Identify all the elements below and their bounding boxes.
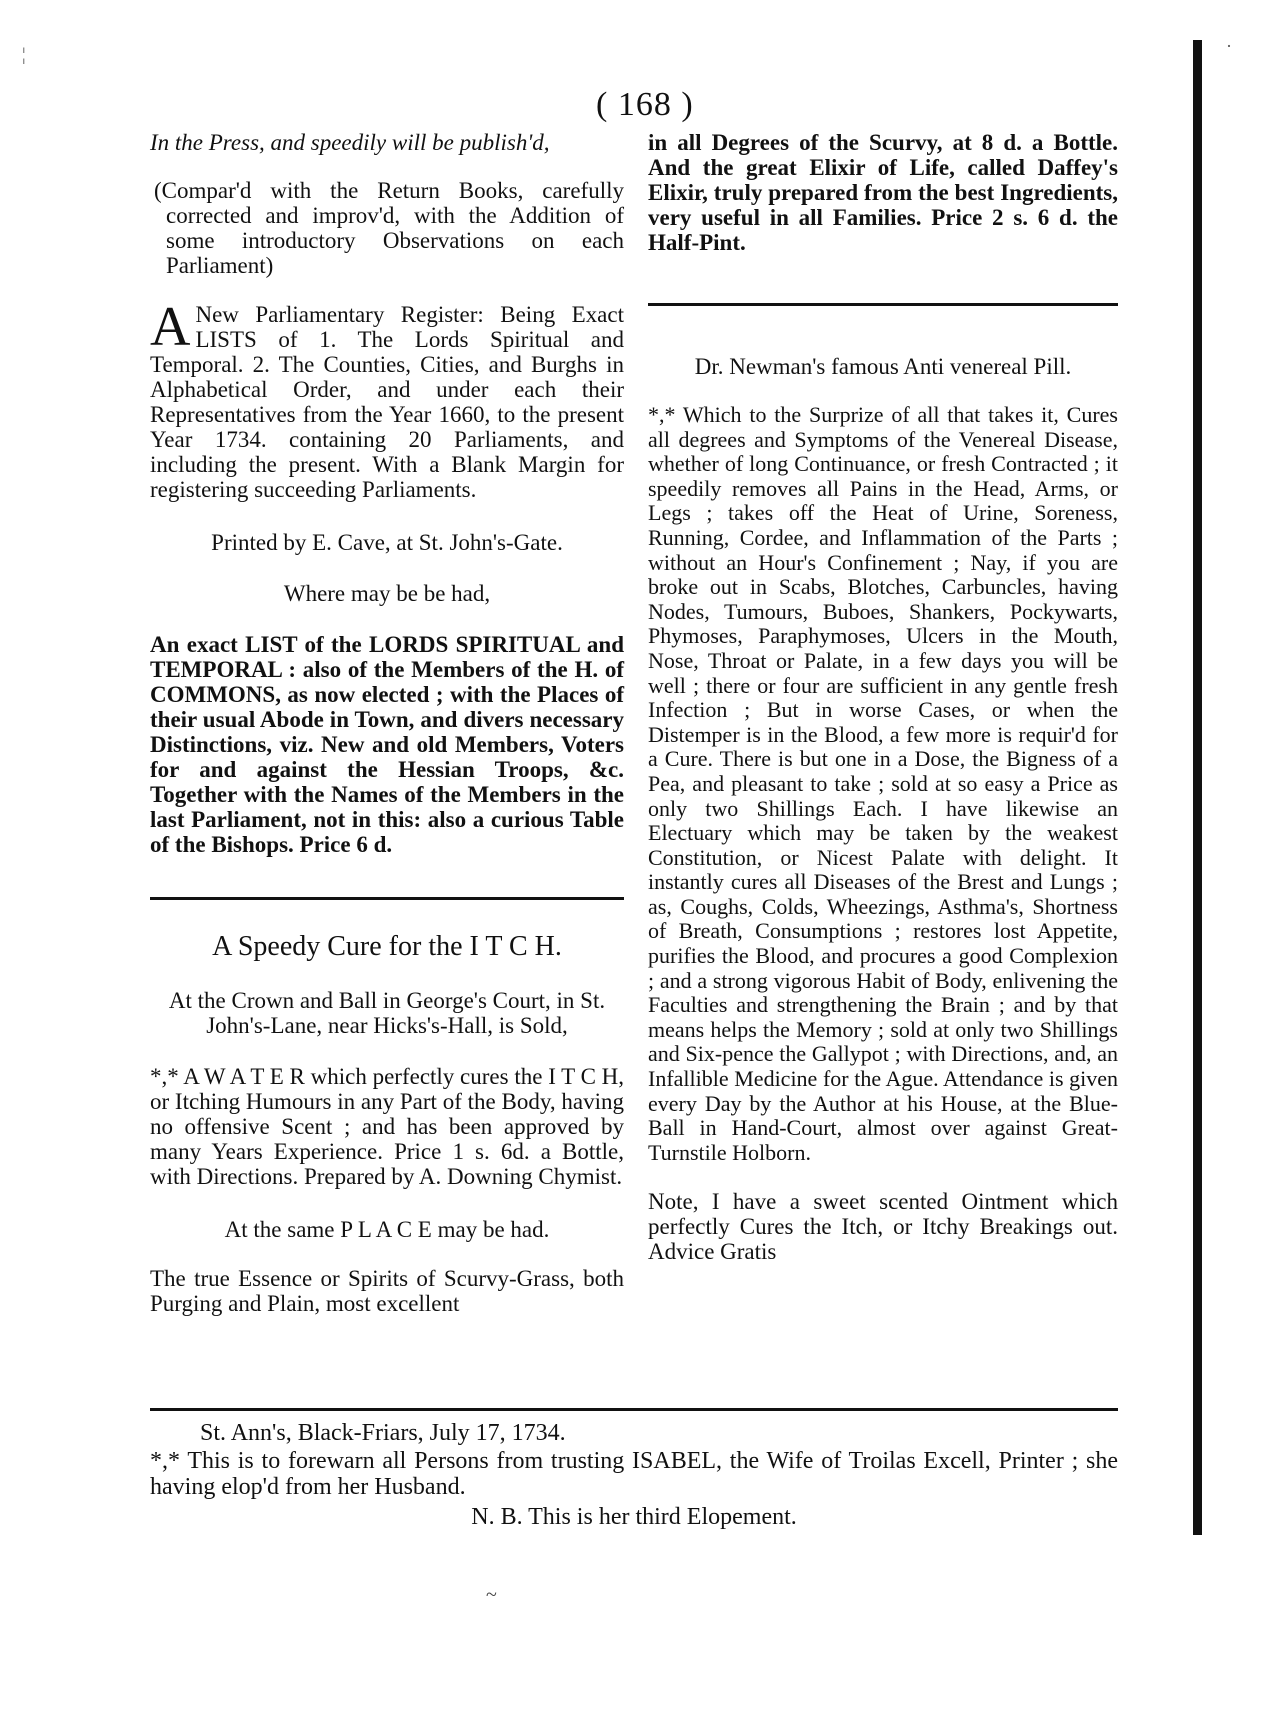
itch-heading: A Speedy Cure for the I T C H. [212, 931, 562, 962]
scurvy-continued: in all Degrees of the Scurvy, at 8 d. a Bottle. And the great Elixir of Life, called Daffey's Elixir, truly prepared from the best Ingredients, very useful in all Families. Price 2 s. 6 d. the Half-Pint. [648, 130, 1118, 255]
right-column [648, 128, 1118, 1264]
elopement-warning: *,* This is to forewarn all Persons from trusting ISABEL, the Wife of Troilas Excell, Printer ; she having elop'd from her Husband. [150, 1448, 1118, 1500]
page-number: ( 168 ) [596, 86, 694, 123]
crown-ball-shop: At the Crown and Ball in George's Court, in St. John's-Lane, near Hicks's-Hall, is Sold, [168, 988, 606, 1038]
where-had: Where may be be had, [283, 581, 491, 606]
newman-heading: Dr. Newman's famous Anti venereal Pill. [694, 354, 1072, 379]
newman-advert: *,* Which to the Surprize of all that takes it, Cures all degrees and Symptoms of the Venereal Disease, whether of long Continuance, or fresh Contracted ; it speedily removes all Pains in the Head, Arms, or Legs ; takes off the Heat of Urine, Soreness, Running, Cordee, and Inflammation of the Parts ; without an Hour's Confinement ; Nay, if you are broke out in Scabs, Blotches, Carbuncles, having Nodes, Tumours, Buboes, Shankers, Pockywarts, Phymoses, Paraphymoses, Ulcers in the Mouth, Nose, Throat or Palate, in a few days you will be well ; there or four are sufficient in any gentle fresh Infection ; But in worse Cases, or when the Distemper is in the Blood, a few more is requir'd for a Cure. There is but one in a Dose, the Bigness of a Pea, and pleasant to take ; sold at so easy a Price as only two Shillings Each. I have likewise an Electuary which may be taken by the weakest Constitution, or Nicest Palate with delight. It instantly cures all Diseases of the Brest and Lungs ; as, Coughs, Colds, Wheezings, Asthma's, Shortness of Breath, Consumptions ; restores lost Appetite, purifies the Blood, and procures a good Complexion ; and a strong vigorous Habit of Body, enlivening the Faculties and strengthening the Brain ; and by that means helps the Memory ; sold at only two Shillings and Six-pence the Gallypot ; with Directions, and, an Infallible Medicine for the Ague. Attendance is given every Day by the Author at his House, at the Blue-Ball in Hand-Court, almost over against Great-Turnstile Holborn. [648, 402, 1118, 1165]
edge-mark: ¦ [22, 44, 26, 64]
bottom-notice [150, 1420, 1118, 1530]
left-column [150, 128, 624, 1316]
exact-list-advert: An exact LIST of the LORDS SPIRITUAL and TEMPORAL : also of the Members of the H. of COMMONS, as now elected ; with the Places of their usual Abode in Town, and divers necessary Distinctions, viz. New and old Members, Voters for and against the Hessian Troops, &c. Together with the Names of the Members in the last Parliament, not in this: also a curious Table of the Bishops. Price 6 d. [150, 632, 624, 857]
drop-cap: A [150, 296, 191, 358]
divider [150, 1408, 1118, 1411]
divider [648, 303, 1118, 306]
binding-edge [1193, 40, 1202, 1535]
same-place: At the same P L A C E may be had. [224, 1217, 550, 1242]
edge-mark: · [1226, 36, 1232, 56]
printer-ornament: ~ [486, 1584, 497, 1606]
press-notice: In the Press, and speedily will be publish'd, [150, 130, 550, 155]
compared-note: (Compar'd with the Return Books, carefully corrected and improv'd, with the Addition of some introductory Observations on each Parliament) [154, 178, 624, 278]
scurvy-grass-advert: The true Essence or Spirits of Scurvy-Grass, both Purging and Plain, most excellent [150, 1266, 624, 1316]
register-advert [150, 296, 624, 502]
ointment-note: Note, I have a sweet scented Ointment which perfectly Cures the Itch, or Itchy Breakings out. Advice Gratis [648, 1189, 1118, 1265]
divider [150, 897, 624, 900]
nb-line: N. B. This is her third Elopement. [471, 1504, 797, 1530]
dateline: St. Ann's, Black-Friars, July 17, 1734. [200, 1420, 566, 1446]
register-text: New Parliamentary Register: Being Exact LISTS of 1. The Lords Spiritual and Temporal. 2. The Counties, Cities, and Burghs in Alphabetical Order, and under each their Representatives from the Year 1660, to the present Year 1734. containing 20 Parliaments, and including the present. With a Blank Margin for registering succeeding Parliaments. [150, 302, 624, 502]
water-advert: *,* A W A T E R which perfectly cures the I T C H, or Itching Humours in any Part of the Body, having no offensive Scent ; and has been approved by many Years Experience. Price 1 s. 6d. a Bottle, with Directions. Prepared by A. Downing Chymist. [150, 1064, 625, 1189]
printed-by: Printed by E. Cave, at St. John's-Gate. [211, 530, 563, 555]
